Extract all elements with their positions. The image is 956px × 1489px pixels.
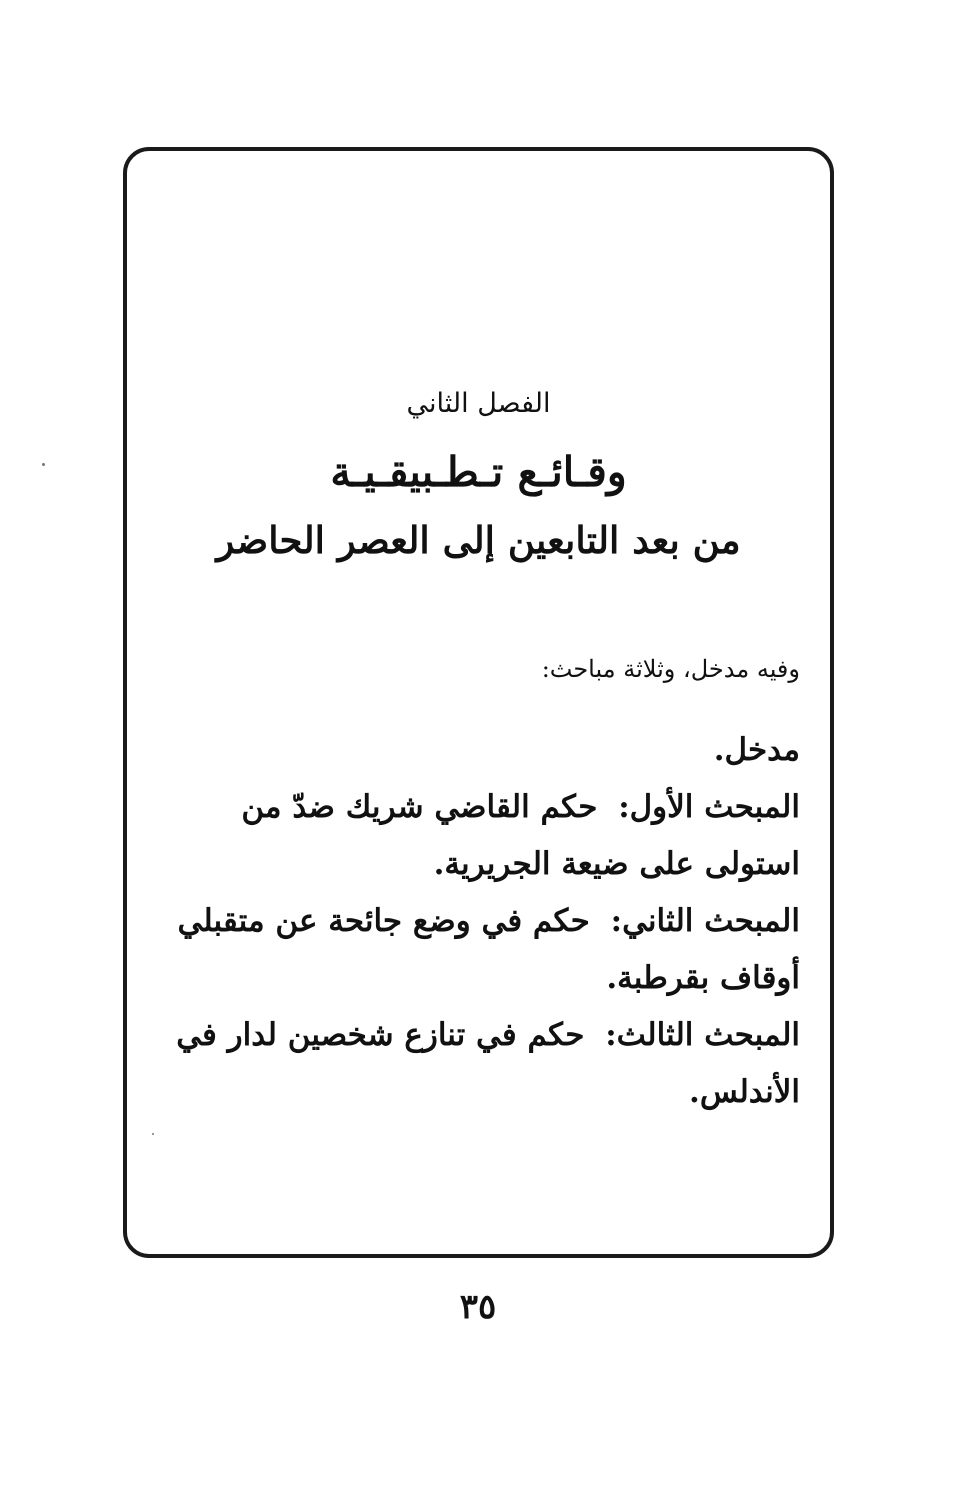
scan-speck (152, 1133, 154, 1135)
toc-section-2-key: المبحث الثاني: (610, 903, 800, 939)
page-number: ٣٥ (459, 1287, 497, 1327)
toc-section-1-key: المبحث الأول: (618, 789, 800, 825)
toc-entry-intro: مدخل. (713, 732, 800, 768)
chapter-title: وقـائـع تـطـبيقـيـة (330, 448, 627, 496)
toc-section-2-text: حكم في وضع جائحة عن متقبلي أوقاف بقرطبة. (177, 903, 800, 996)
toc-section-3-key: المبحث الثالث: (605, 1017, 800, 1053)
intro-text: وفيه مدخل، وثلاثة مباحث: (541, 655, 800, 683)
chapter-label: الفصل الثاني (406, 388, 551, 419)
chapter-subtitle: من بعد التابعين إلى العصر الحاضر (216, 518, 741, 562)
scan-speck (42, 463, 45, 466)
toc-entry-section-2 (150, 893, 800, 1007)
toc-entry-section-1 (150, 779, 800, 893)
toc-section-1-text: حكم القاضي شريك ضدّ من استولى على ضيعة الجريرية. (241, 789, 800, 882)
toc-section-3-text: حكم في تنازع شخصين لدار في الأندلس. (176, 1017, 800, 1110)
toc-entry-section-3 (150, 1007, 800, 1121)
contents-list (150, 722, 800, 1121)
